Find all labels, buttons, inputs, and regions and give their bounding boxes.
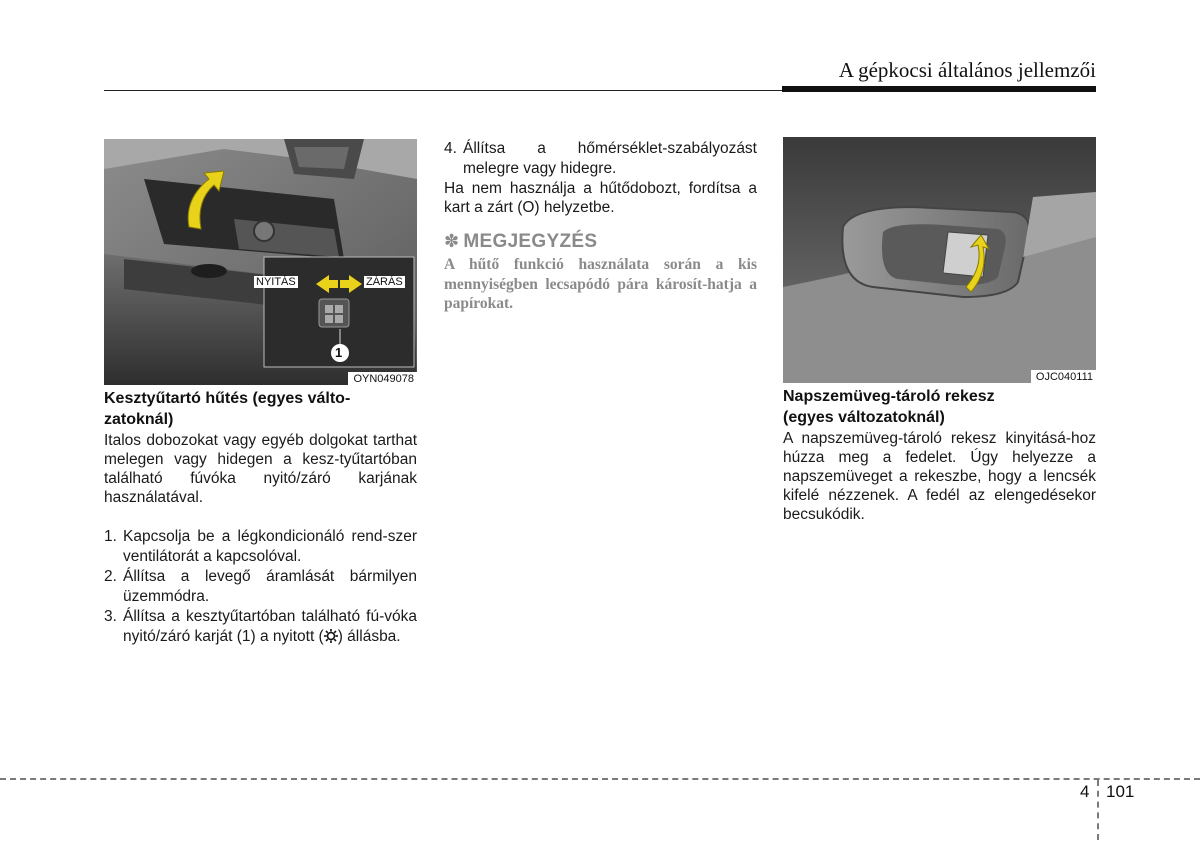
header-rule-accent: [782, 86, 1096, 92]
heading-line-1: Napszemüveg-tároló rekesz: [783, 388, 995, 405]
glovebox-cooling-photo: [104, 139, 417, 385]
sunglass-holder-photo: [783, 137, 1096, 383]
after-use-paragraph: Ha nem használja a hűtődobozt, fordítsa a kart a zárt (O) helyzetbe.: [444, 180, 757, 216]
note-title: ✽ MEGJEGYZÉS: [444, 231, 598, 252]
footer-divider: [0, 778, 1200, 780]
heading-line-1: Kesztyűtartó hűtés (egyes válto-: [104, 390, 351, 407]
page-number: 101: [1106, 782, 1135, 801]
note-star-icon: ✽: [444, 231, 460, 251]
section-heading: [783, 386, 1096, 428]
steps-list-continued: [444, 139, 757, 178]
list-item: 3. Állítsa a kesztyűtartóban található fú-vóka nyitó/záró karját (1) a nyitott ( ) állásba.: [104, 607, 417, 649]
list-item: 1. Kapcsolja be a légkondicionáló rend-szer ventilátorát a kapcsolóval.: [104, 528, 417, 565]
heading-line-2: (egyes változatoknál): [783, 409, 945, 426]
steps-list: [104, 527, 417, 649]
intro-paragraph: Italos dobozokat vagy egyéb dolgokat tarthat melegen vagy hidegen a kesz-tyűtartóban található fúvóka nyitó/záró karjának használatával.: [104, 432, 417, 506]
sunglass-paragraph: A napszemüveg-tároló rekesz kinyitásá-hoz húzza meg a fedelet. Úgy helyezze a napszemüveget a rekeszbe, hogy a lencsék kifelé nézzenek. A fedél az elengedésekor becsukódik.: [783, 430, 1096, 523]
note-text: A hűtő funkció használata során a kis mennyiségben lecsapódó pára károsít-hatja a papírokat.: [444, 256, 757, 312]
label-close: ZÁRÁS: [366, 276, 403, 288]
section-heading: [104, 388, 417, 430]
figure-code: OYN049078: [348, 372, 417, 385]
figure-code: OJC040111: [1031, 370, 1096, 383]
glovebox-photo-illustration: [104, 139, 417, 385]
list-item: 4. Állítsa a hőmérséklet-szabályozást melegre vagy hidegre.: [444, 140, 757, 177]
chapter-number: 4: [1080, 782, 1090, 801]
callout-number: 1: [335, 345, 343, 360]
footer-vertical-divider: [1097, 780, 1099, 840]
heading-line-2: zatoknál): [104, 411, 174, 428]
sunglass-photo-illustration: [783, 137, 1096, 383]
list-item: 2. Állítsa a levegő áramlását bármilyen üzemmódra.: [104, 568, 417, 605]
label-open: NYITÁS: [256, 276, 296, 288]
fan-icon: [324, 628, 338, 650]
running-header-title: A gépkocsi általános jellemzői: [838, 58, 1096, 82]
